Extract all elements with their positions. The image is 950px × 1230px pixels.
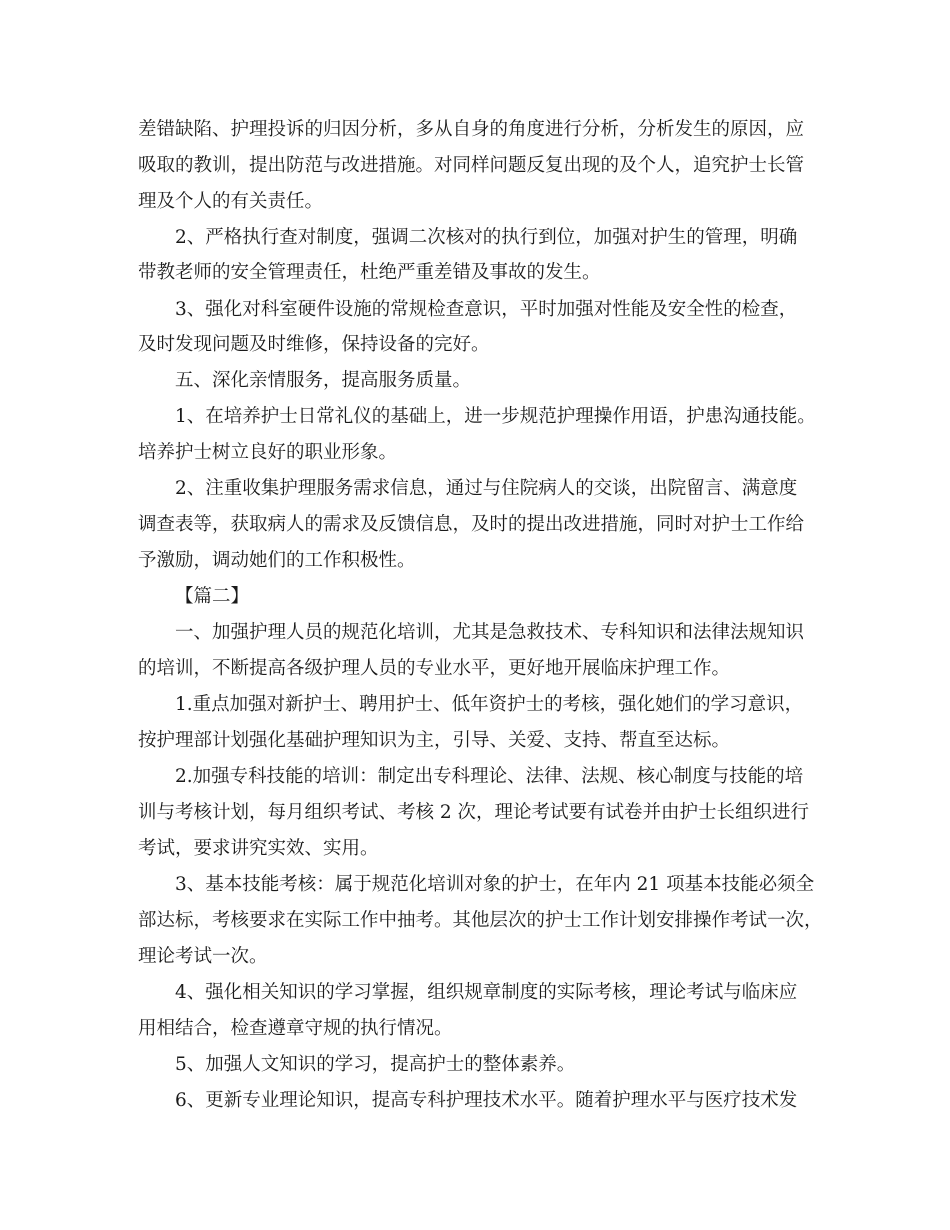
text-line: 3、基本技能考核：属于规范化培训对象的护士，在年内 21 项基本技能必须全 [175, 874, 815, 895]
text-line: 2.加强专科技能的培训：制定出专科理论、法律、法规、核心制度与技能的培 [175, 766, 804, 787]
text-line: 3、强化对科室硬件设施的常规检查意识，平时加强对性能及安全性的检查， [175, 299, 798, 320]
text-line: 训与考核计划，每月组织考试、考核 2 次，理论考试要有试卷并由护士长组织进行 [138, 802, 810, 823]
text-line: 6、更新专业理论知识，提高专科护理技术水平。随着护理水平与医疗技术发 [175, 1090, 798, 1111]
text-line: 带教老师的安全管理责任，杜绝严重差错及事故的发生。 [138, 262, 601, 283]
text-line: 2、严格执行查对制度，强调二次核对的执行到位，加强对护生的管理，明确 [175, 227, 798, 248]
text-line: 部达标，考核要求在实际工作中抽考。其他层次的护士工作计划安排操作考试一次， [138, 910, 823, 931]
text-line: 吸取的教训，提出防范与改进措施。对同样问题反复出现的及个人，追究护士长管 [138, 155, 805, 176]
text-line: 按护理部计划强化基础护理知识为主，引导、关爱、支持、帮直至达标。 [138, 730, 731, 751]
text-line: 的培训，不断提高各级护理人员的专业水平，更好地开展临床护理工作。 [138, 658, 731, 679]
text-line: 差错缺陷、护理投诉的归因分析，多从自身的角度进行分析，分析发生的原因，应 [138, 119, 805, 140]
text-line: 及时发现问题及时维修，保持设备的完好。 [138, 334, 490, 355]
text-line: 1、在培养护士日常礼仪的基础上，进一步规范护理操作用语，护患沟通技能。 [175, 406, 816, 427]
text-line: 理及个人的有关责任。 [138, 191, 324, 212]
text-line: 用相结合，检查遵章守规的执行情况。 [138, 1018, 453, 1039]
text-line: 1.重点加强对新护士、聘用护士、低年资护士的考核，强化她们的学习意识， [175, 694, 804, 715]
text-line: 予激励，调动她们的工作积极性。 [138, 550, 416, 571]
section-heading: 五、深化亲情服务，提高服务质量。 [175, 370, 472, 391]
text-line: 调查表等，获取病人的需求及反馈信息，及时的提出改进措施，同时对护士工作给 [138, 514, 805, 535]
text-line: 2、注重收集护理服务需求信息，通过与住院病人的交谈，出院留言、满意度 [175, 478, 798, 499]
section-marker: 【篇二】 [175, 586, 250, 607]
text-line: 理论考试一次。 [138, 946, 268, 967]
text-line: 培养护士树立良好的职业形象。 [138, 442, 398, 463]
text-line: 一、加强护理人员的规范化培训，尤其是急救技术、专科知识和法律法规知识 [175, 622, 805, 643]
text-line: 5、加强人文知识的学习，提高护士的整体素养。 [175, 1054, 576, 1075]
text-line: 考试，要求讲究实效、实用。 [138, 838, 379, 859]
text-line: 4、强化相关知识的学习掌握，组织规章制度的实际考核，理论考试与临床应 [175, 982, 798, 1003]
